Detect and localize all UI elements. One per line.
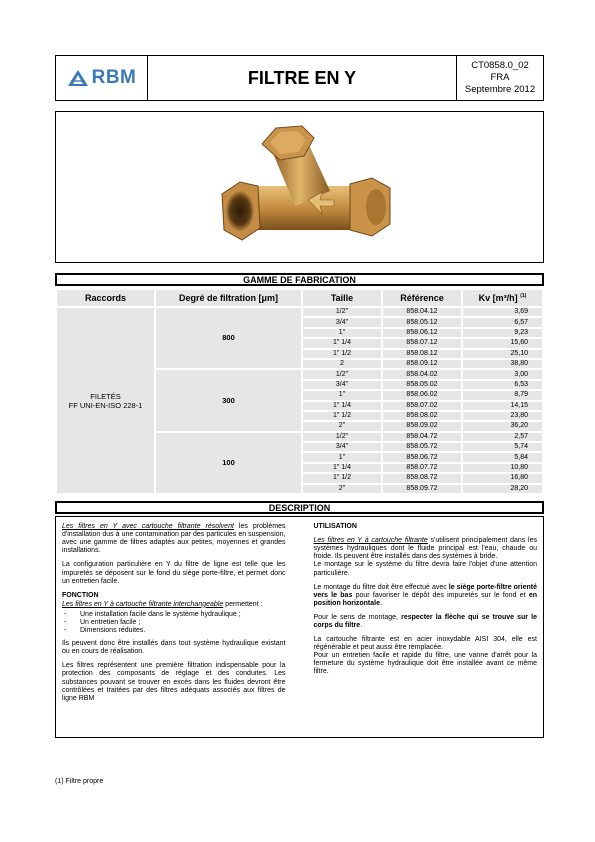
size-cell: 1" xyxy=(303,329,381,337)
size-cell: 1" 1/2 xyxy=(303,350,381,358)
fonction-item: - Une installation facile dans le système hydraulique ; xyxy=(62,611,286,619)
kv-cell: 3,69 xyxy=(463,308,542,316)
util-direction-c: . xyxy=(360,621,363,629)
reference-cell: 858.05.02 xyxy=(383,381,461,389)
doc-language: FRA xyxy=(490,72,510,83)
util-direction xyxy=(314,614,538,630)
description-left-column xyxy=(62,523,300,733)
reference-cell: 858.08.02 xyxy=(383,412,461,420)
kv-cell: 5,74 xyxy=(463,443,542,451)
util-mounting-b2: en position horizontale xyxy=(313,591,537,607)
size-cell: 1/2" xyxy=(303,433,381,441)
kv-cell: 38,80 xyxy=(463,360,542,368)
utilisation-heading: UTILISATION xyxy=(313,523,357,531)
size-cell: 1" 1/2 xyxy=(303,474,381,482)
col-filtration: Degré de filtration [μm] xyxy=(156,290,301,306)
desc-config: La configuration particulière en Y du filtre de ligne est telle que les impuretés se déposent sur le fond du siège porte-filtre, et permet donc un entretien facile. xyxy=(62,561,286,585)
reference-cell: 858.08.12 xyxy=(383,350,461,358)
size-cell: 2" xyxy=(303,485,381,493)
desc-protection: Les filtres représentent une première filtration indispensable pour la protection des composants de réglage et des conduites. Les substances pouvant se trouver en excès dans les fluides devront être contrôlées et traitées par des filtres adéquats associés aux filtres de ligne RBM xyxy=(62,662,286,702)
size-cell: 1/2" xyxy=(303,370,381,378)
util-mounting-a: Le montage du filtre doit être effectué avec xyxy=(313,583,449,591)
kv-cell: 16,80 xyxy=(463,474,542,482)
rbm-logo-icon xyxy=(67,69,89,87)
reference-cell: 858.08.72 xyxy=(383,474,461,482)
fonction-intro xyxy=(62,601,286,609)
fonction-heading: FONCTION xyxy=(62,591,99,599)
reference-cell: 858.06.12 xyxy=(383,329,461,337)
desc-intro xyxy=(62,523,286,555)
size-cell: 1" 1/2 xyxy=(303,412,381,420)
size-cell: 3/4" xyxy=(303,381,381,389)
kv-cell: 28,20 xyxy=(463,485,542,493)
kv-cell: 14,15 xyxy=(463,402,542,410)
connection-type-cell xyxy=(57,308,154,493)
size-cell: 1" xyxy=(303,453,381,461)
reference-cell: 858.04.12 xyxy=(383,308,461,316)
col-connections: Raccords xyxy=(57,290,154,306)
desc-intro-lead: Les filtres en Y avec cartouche filtrante résolvent xyxy=(62,523,234,531)
rbm-logo xyxy=(67,67,137,89)
kv-cell: 6,57 xyxy=(463,318,542,326)
kv-cell: 36,20 xyxy=(463,422,542,430)
reference-cell: 858.07.12 xyxy=(383,339,461,347)
range-section-title: GAMME DE FABRICATION xyxy=(55,273,544,286)
reference-cell: 858.06.72 xyxy=(383,453,461,461)
connection-standard: FF UNI-EN-ISO 228-1 xyxy=(68,400,143,410)
size-cell: 1" 1/4 xyxy=(303,402,381,410)
description-right-column xyxy=(300,523,538,733)
col-size: Taille xyxy=(303,290,381,306)
util-usage-rest: s'utilisent principalement dans les systèmes hydrauliques dont le fluide principal est l'eau, chaude ou froide. Ils peuvent être installés dans des systèmes à bride. xyxy=(313,537,537,561)
kv-cell: 6,53 xyxy=(463,381,542,389)
reference-cell: 858.04.02 xyxy=(383,370,461,378)
reference-cell: 858.05.72 xyxy=(383,443,461,451)
reference-cell: 858.06.02 xyxy=(383,391,461,399)
reference-cell: 858.09.12 xyxy=(383,360,461,368)
fonction-item: - Dimensions réduites. xyxy=(62,627,286,635)
logo-cell xyxy=(56,56,148,100)
size-cell: 2" xyxy=(303,422,381,430)
col-kv xyxy=(463,290,542,306)
description-box xyxy=(55,516,544,738)
footnote: (1) Filtre propre xyxy=(55,778,104,785)
kv-cell: 2,57 xyxy=(463,433,542,441)
util-usage xyxy=(314,537,538,561)
util-mounting-b1: le siège porte-filtre orienté vers le bas xyxy=(313,583,537,599)
connection-type: FILETÉS xyxy=(90,391,121,401)
datasheet-page xyxy=(55,55,544,738)
logo-text: RBM xyxy=(91,67,137,88)
range-table-body xyxy=(57,308,542,493)
col-reference: Référence xyxy=(383,290,461,306)
kv-cell: 9,23 xyxy=(463,329,542,337)
filtration-degree-cell: 300 xyxy=(156,370,301,430)
doc-date: Septembre 2012 xyxy=(464,84,536,95)
header xyxy=(55,55,544,101)
filtration-degree-cell: 100 xyxy=(156,433,301,493)
range-table-row xyxy=(57,308,542,316)
fonction-rest: permettent : xyxy=(223,600,263,608)
util-mounting xyxy=(314,584,538,608)
reference-cell: 858.05.12 xyxy=(383,318,461,326)
reference-cell: 858.04.72 xyxy=(383,433,461,441)
col-kv-label: Kv [m³/h] xyxy=(478,293,518,303)
size-cell: 1" 1/4 xyxy=(303,339,381,347)
util-attention: Le montage sur le système du filtre devra faire l'objet d'une attention particulière. xyxy=(313,561,537,577)
util-maintenance: Pour un entretien facile et rapide du filtre, une vanne d'arrêt pour la fermeture du système hydraulique doit être installée avant ce même filtre. xyxy=(313,652,537,676)
fonction-item: - Un entretien facile ; xyxy=(62,619,286,627)
reference-cell: 858.07.72 xyxy=(383,464,461,472)
document-title: FILTRE EN Y xyxy=(148,56,457,100)
kv-cell: 23,80 xyxy=(463,412,542,420)
col-kv-note: (1) xyxy=(520,293,527,299)
fonction-lead: Les filtres en Y à cartouche filtrante interchangeable xyxy=(62,600,224,608)
product-image-box xyxy=(55,111,544,263)
desc-intro-rest: les problèmes d'installation dus à une contamination par des particules en suspension, avec une gamme de filtres adaptés aux petites, moyennes et grandes installations. xyxy=(62,523,286,555)
document-meta xyxy=(457,56,543,100)
size-cell: 1" xyxy=(303,391,381,399)
kv-cell: 15,60 xyxy=(463,339,542,347)
description-section-title: DESCRIPTION xyxy=(55,501,544,514)
size-cell: 1" 1/4 xyxy=(303,464,381,472)
size-cell: 3/4" xyxy=(303,443,381,451)
filtration-degree-cell: 800 xyxy=(156,308,301,368)
util-direction-b: respecter la flèche qui se trouve sur le corps du filtre xyxy=(313,613,537,629)
size-cell: 1/2" xyxy=(303,308,381,316)
size-cell: 2 xyxy=(303,360,381,368)
kv-cell: 25,10 xyxy=(463,350,542,358)
reference-cell: 858.07.02 xyxy=(383,402,461,410)
util-cartridge: La cartouche filtrante est en acier inoxydable AISI 304, elle est régénérable et peut aussi être remplacée. xyxy=(313,636,537,652)
kv-cell: 10,80 xyxy=(463,464,542,472)
kv-cell: 8,79 xyxy=(463,391,542,399)
util-mounting-c: pour favoriser le dépôt des impuretés sur le fond et xyxy=(352,591,529,599)
reference-cell: 858.09.72 xyxy=(383,485,461,493)
util-direction-a: Pour le sens de montage, xyxy=(313,613,402,621)
doc-code: CT0858.0_02 xyxy=(471,60,529,71)
size-cell: 3/4" xyxy=(303,318,381,326)
fonction-list xyxy=(62,611,286,635)
y-strainer-image xyxy=(200,116,400,258)
kv-cell: 3,00 xyxy=(463,370,542,378)
desc-install: Ils peuvent donc être installés dans tout système hydraulique existant ou en cours de réalisation. xyxy=(62,640,286,656)
util-usage-lead: Les filtres en Y à cartouche filtrante xyxy=(313,537,428,545)
range-table xyxy=(55,288,544,495)
util-mounting-d: . xyxy=(380,599,382,607)
kv-cell: 5,84 xyxy=(463,453,542,461)
range-table-header xyxy=(57,290,542,306)
reference-cell: 858.09.02 xyxy=(383,422,461,430)
